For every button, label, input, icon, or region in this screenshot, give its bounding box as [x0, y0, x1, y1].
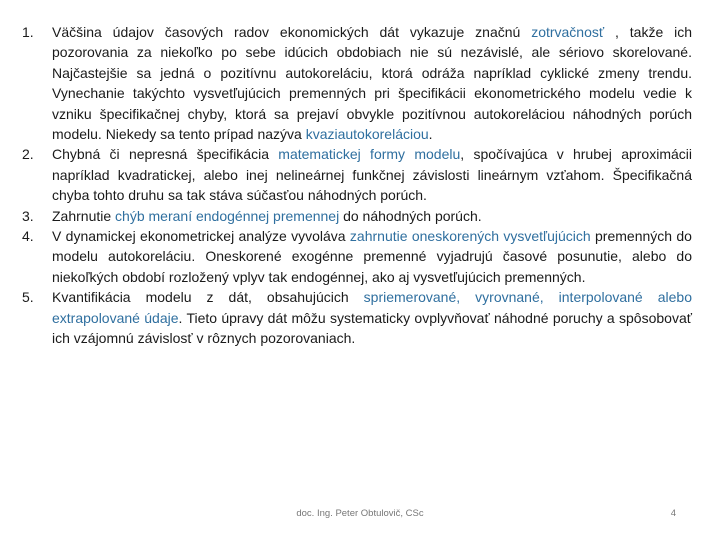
list-item-text	[52, 226, 692, 287]
text-run: .	[428, 126, 433, 143]
text-run: V dynamickej ekonometrickej analýze vyvoláva	[52, 228, 350, 245]
text-run: Väčšina údajov časových radov ekonomických dát vykazuje značnú	[52, 24, 532, 40]
text-run: , takže ich pozorovania za niekoľko po sebe idúcich obdobiach nie sú nezávislé, ale sériovo skorelované. Najčastejšie sa jedná o pozitívnu autokoreláciu, ktorá odráža napríklad cyklické zmeny trendu. Vynechanie takýchto vysvetľujúcich premenných pri špecifikácii ekonometrického modelu vedie k vzniku špecifikačnej chyby, ktorá sa prejaví obvykle pozitívnou autokoreláciou náhodných porúch modelu. Niekedy sa tento prípad nazýva	[52, 24, 692, 143]
highlight-term: zahrnutie oneskorených vysvetľujúcich	[349, 228, 591, 245]
list-item	[22, 287, 692, 348]
list-item	[22, 22, 692, 144]
list-number: 2.	[22, 146, 34, 163]
list-item	[22, 144, 692, 205]
list-item	[22, 206, 692, 226]
text-run: Chybná či nepresná špecifikácia	[52, 146, 279, 163]
highlight-term: kvaziautokoreláciou	[305, 126, 429, 143]
text-run: Kvantifikácia modelu z dát, obsahujúcich	[52, 289, 364, 306]
numbered-list	[22, 22, 692, 349]
footer-author: doc. Ing. Peter Obtulovič, CSc	[296, 508, 424, 519]
list-number: 4.	[22, 228, 34, 245]
text-run: premenných do modelu autokoreláciu. Oneskorené exogénne premenné vyjadrujú časové posunutie, alebo do niekoľkých období rozložený vplyv tak endogénnej, ako aj vysvetľujúcich premenných.	[52, 228, 692, 285]
text-run: . Tieto úpravy dát môžu systematicky ovplyvňovať náhodné poruchy a spôsobovať ich vzájomnú závislosť v rôznych pozorovaniach.	[52, 309, 692, 347]
list-number: 1.	[22, 24, 34, 40]
highlight-term: spriemerované, vyrovnané, interpolované alebo extrapolované údaje	[52, 289, 692, 326]
list-item-text	[52, 206, 692, 226]
text-run: , spočívajúca v hrubej aproximácii napríklad kvadratickej, alebo inej nelineárnej funkčnej závislosti lineárnym vzťahom. Špecifikačná chyba tohto druhu sa tak stáva súčasťou náhodných porúch.	[52, 146, 692, 204]
slide-footer	[0, 508, 720, 522]
page-number: 4	[670, 508, 676, 519]
list-item-text	[52, 22, 692, 144]
list-item-text	[52, 287, 692, 348]
list-number: 5.	[22, 289, 34, 306]
text-run: Zahrnutie	[52, 207, 116, 224]
list-item	[22, 226, 692, 287]
highlight-term: matematickej formy modelu	[278, 146, 461, 163]
text-run: do náhodných porúch.	[339, 207, 482, 224]
highlight-term: zotrvačnosť	[531, 24, 605, 40]
list-item-text	[52, 144, 692, 205]
highlight-term: chýb meraní endogénnej premennej	[115, 207, 340, 224]
list-number: 3.	[22, 207, 34, 224]
